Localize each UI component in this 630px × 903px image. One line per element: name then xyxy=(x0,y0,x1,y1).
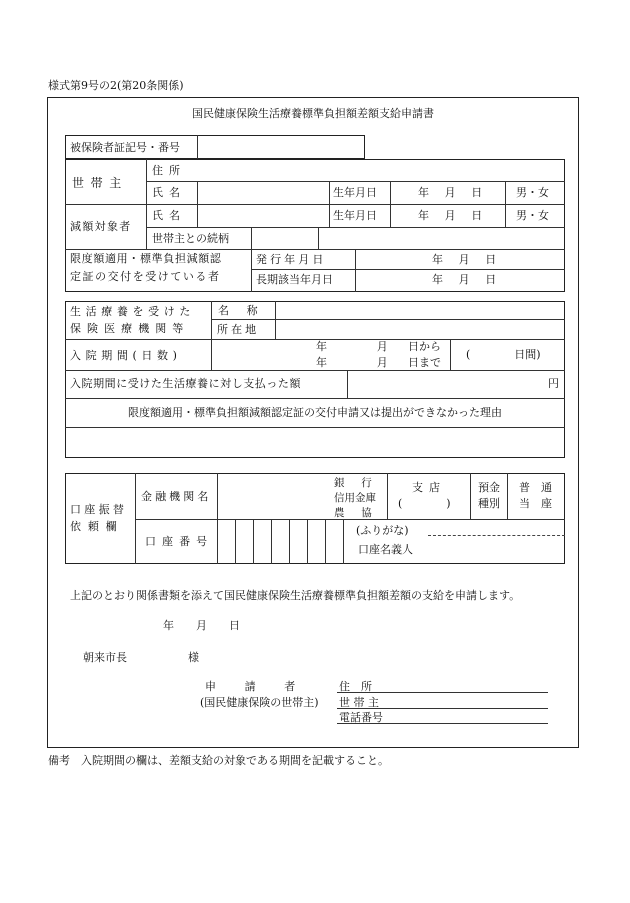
account-holder-label: 口座名義人 xyxy=(358,543,413,556)
insured-number-label: 被保険者証記号・番号 xyxy=(70,141,180,154)
insured-number-field[interactable] xyxy=(198,136,364,158)
bank-type-bank[interactable]: 銀 行 xyxy=(334,477,375,489)
account-number-label: 口座番号 xyxy=(145,535,214,548)
applicant-householder-label: 世 帯 主 xyxy=(339,696,379,709)
relation-label: 世帯主との続柄 xyxy=(152,232,229,245)
householder-birth-ymd[interactable]: 年 月 日 xyxy=(418,186,489,199)
branch-label: 支店 xyxy=(412,481,447,494)
issue-date-value[interactable]: 年 月 日 xyxy=(432,253,503,266)
applicant-name-field[interactable] xyxy=(390,694,548,707)
declaration-text: 上記のとおり関係書類を添えて国民健康保険生活療養標準負担額差額の支給を申請します。 xyxy=(70,589,521,602)
bank-section-line1: 口座振替 xyxy=(70,503,128,516)
furigana-label: (ふりがな) xyxy=(356,524,409,537)
account-number-field[interactable] xyxy=(218,520,342,563)
householder-sex[interactable]: 男・女 xyxy=(516,186,549,199)
householder-address-label: 住所 xyxy=(152,164,187,177)
form-title: 国民健康保険生活療養標準負担額差額支給申請書 xyxy=(192,107,434,120)
institution-name-field[interactable] xyxy=(276,302,564,318)
institution-label-line2: 保険医療機関等 xyxy=(70,322,190,335)
institution-label-line1: 生活療養を受けた xyxy=(70,305,195,318)
hospitalization-days[interactable]: ( 日間) xyxy=(466,348,541,361)
applicant-phone-field[interactable] xyxy=(390,710,548,722)
target-name-field[interactable] xyxy=(198,205,328,226)
account-type-current[interactable]: 当 座 xyxy=(519,497,552,510)
furigana-field[interactable] xyxy=(428,520,564,534)
bank-section-line2: 依頼欄 xyxy=(70,520,124,533)
hospitalization-from-ym[interactable]: 年 月 xyxy=(316,340,401,353)
long-term-date-value[interactable]: 年 月 日 xyxy=(432,273,503,286)
bank-name-field[interactable] xyxy=(218,474,328,518)
long-term-date-label: 長期該当年月日 xyxy=(256,273,333,286)
target-birth-ymd[interactable]: 年 月 日 xyxy=(418,209,489,222)
hospitalization-to: 日まで xyxy=(408,356,441,369)
bank-type-shinkin[interactable]: 信用金庫 xyxy=(334,492,376,504)
account-type-ordinary[interactable]: 普 通 xyxy=(519,481,552,494)
deposit-type-line1: 預金 xyxy=(478,481,500,494)
honorific: 様 xyxy=(188,651,199,664)
hospitalization-label: 入院期間(日数) xyxy=(70,349,182,362)
payment-unit: 円 xyxy=(548,377,559,390)
institution-location-label: 所在地 xyxy=(217,323,260,336)
applicant-address-label: 住 所 xyxy=(339,680,372,693)
hospitalization-to-ym[interactable]: 年 月 xyxy=(316,356,401,369)
reason-field[interactable] xyxy=(66,428,564,457)
application-date[interactable]: 年 月 日 xyxy=(163,619,240,632)
applicant-label: 申請者 xyxy=(205,680,324,693)
issue-date-label: 発行年月日 xyxy=(256,253,327,266)
applicant-address-field[interactable] xyxy=(390,678,548,691)
householder-name-label: 氏名 xyxy=(152,186,187,199)
institution-name-label-bank: 金融機関名 xyxy=(141,490,212,503)
target-sex[interactable]: 男・女 xyxy=(516,209,549,222)
reduction-target-label: 減額対象者 xyxy=(70,220,132,233)
hospitalization-from: 日から xyxy=(408,340,441,353)
applicant-phone-label: 電話番号 xyxy=(339,711,383,724)
institution-location-field[interactable] xyxy=(276,320,564,338)
account-holder-field[interactable] xyxy=(428,537,564,563)
target-birth-label: 生年月日 xyxy=(333,209,377,222)
branch-name-field[interactable]: ( ) xyxy=(398,497,451,510)
householder-name-field[interactable] xyxy=(198,182,328,203)
certificate-label-line2: 定証の交付を受けている者 xyxy=(70,270,221,283)
remarks-note: 備考 入院期間の欄は、差額支給の対象である期間を記載すること。 xyxy=(48,754,389,767)
institution-name-label: 名称 xyxy=(218,304,276,317)
householder-birth-label: 生年月日 xyxy=(333,186,377,199)
form-number: 様式第9号の2(第20条関係) xyxy=(48,79,184,92)
bank-type-options[interactable] xyxy=(334,476,376,521)
mayor-label: 朝来市長 xyxy=(83,651,127,664)
relation-field[interactable] xyxy=(252,228,317,248)
householder-address-field[interactable] xyxy=(198,160,564,180)
deposit-type-line2: 種別 xyxy=(478,497,500,510)
reason-label: 限度額適用・標準負担額減額認定証の交付申請又は提出ができなかった理由 xyxy=(128,406,502,419)
householder-label: 世帯主 xyxy=(72,176,128,190)
payment-amount-field[interactable] xyxy=(348,371,564,397)
certificate-label-line1: 限度額適用・標準負担減額認 xyxy=(70,252,222,265)
target-name-label: 氏名 xyxy=(152,209,187,222)
bank-type-nokyo[interactable]: 農 協 xyxy=(334,507,375,519)
payment-label: 入院期間に受けた生活療養に対し支払った額 xyxy=(70,377,301,390)
applicant-sub-label: (国民健康保険の世帯主) xyxy=(200,696,319,709)
